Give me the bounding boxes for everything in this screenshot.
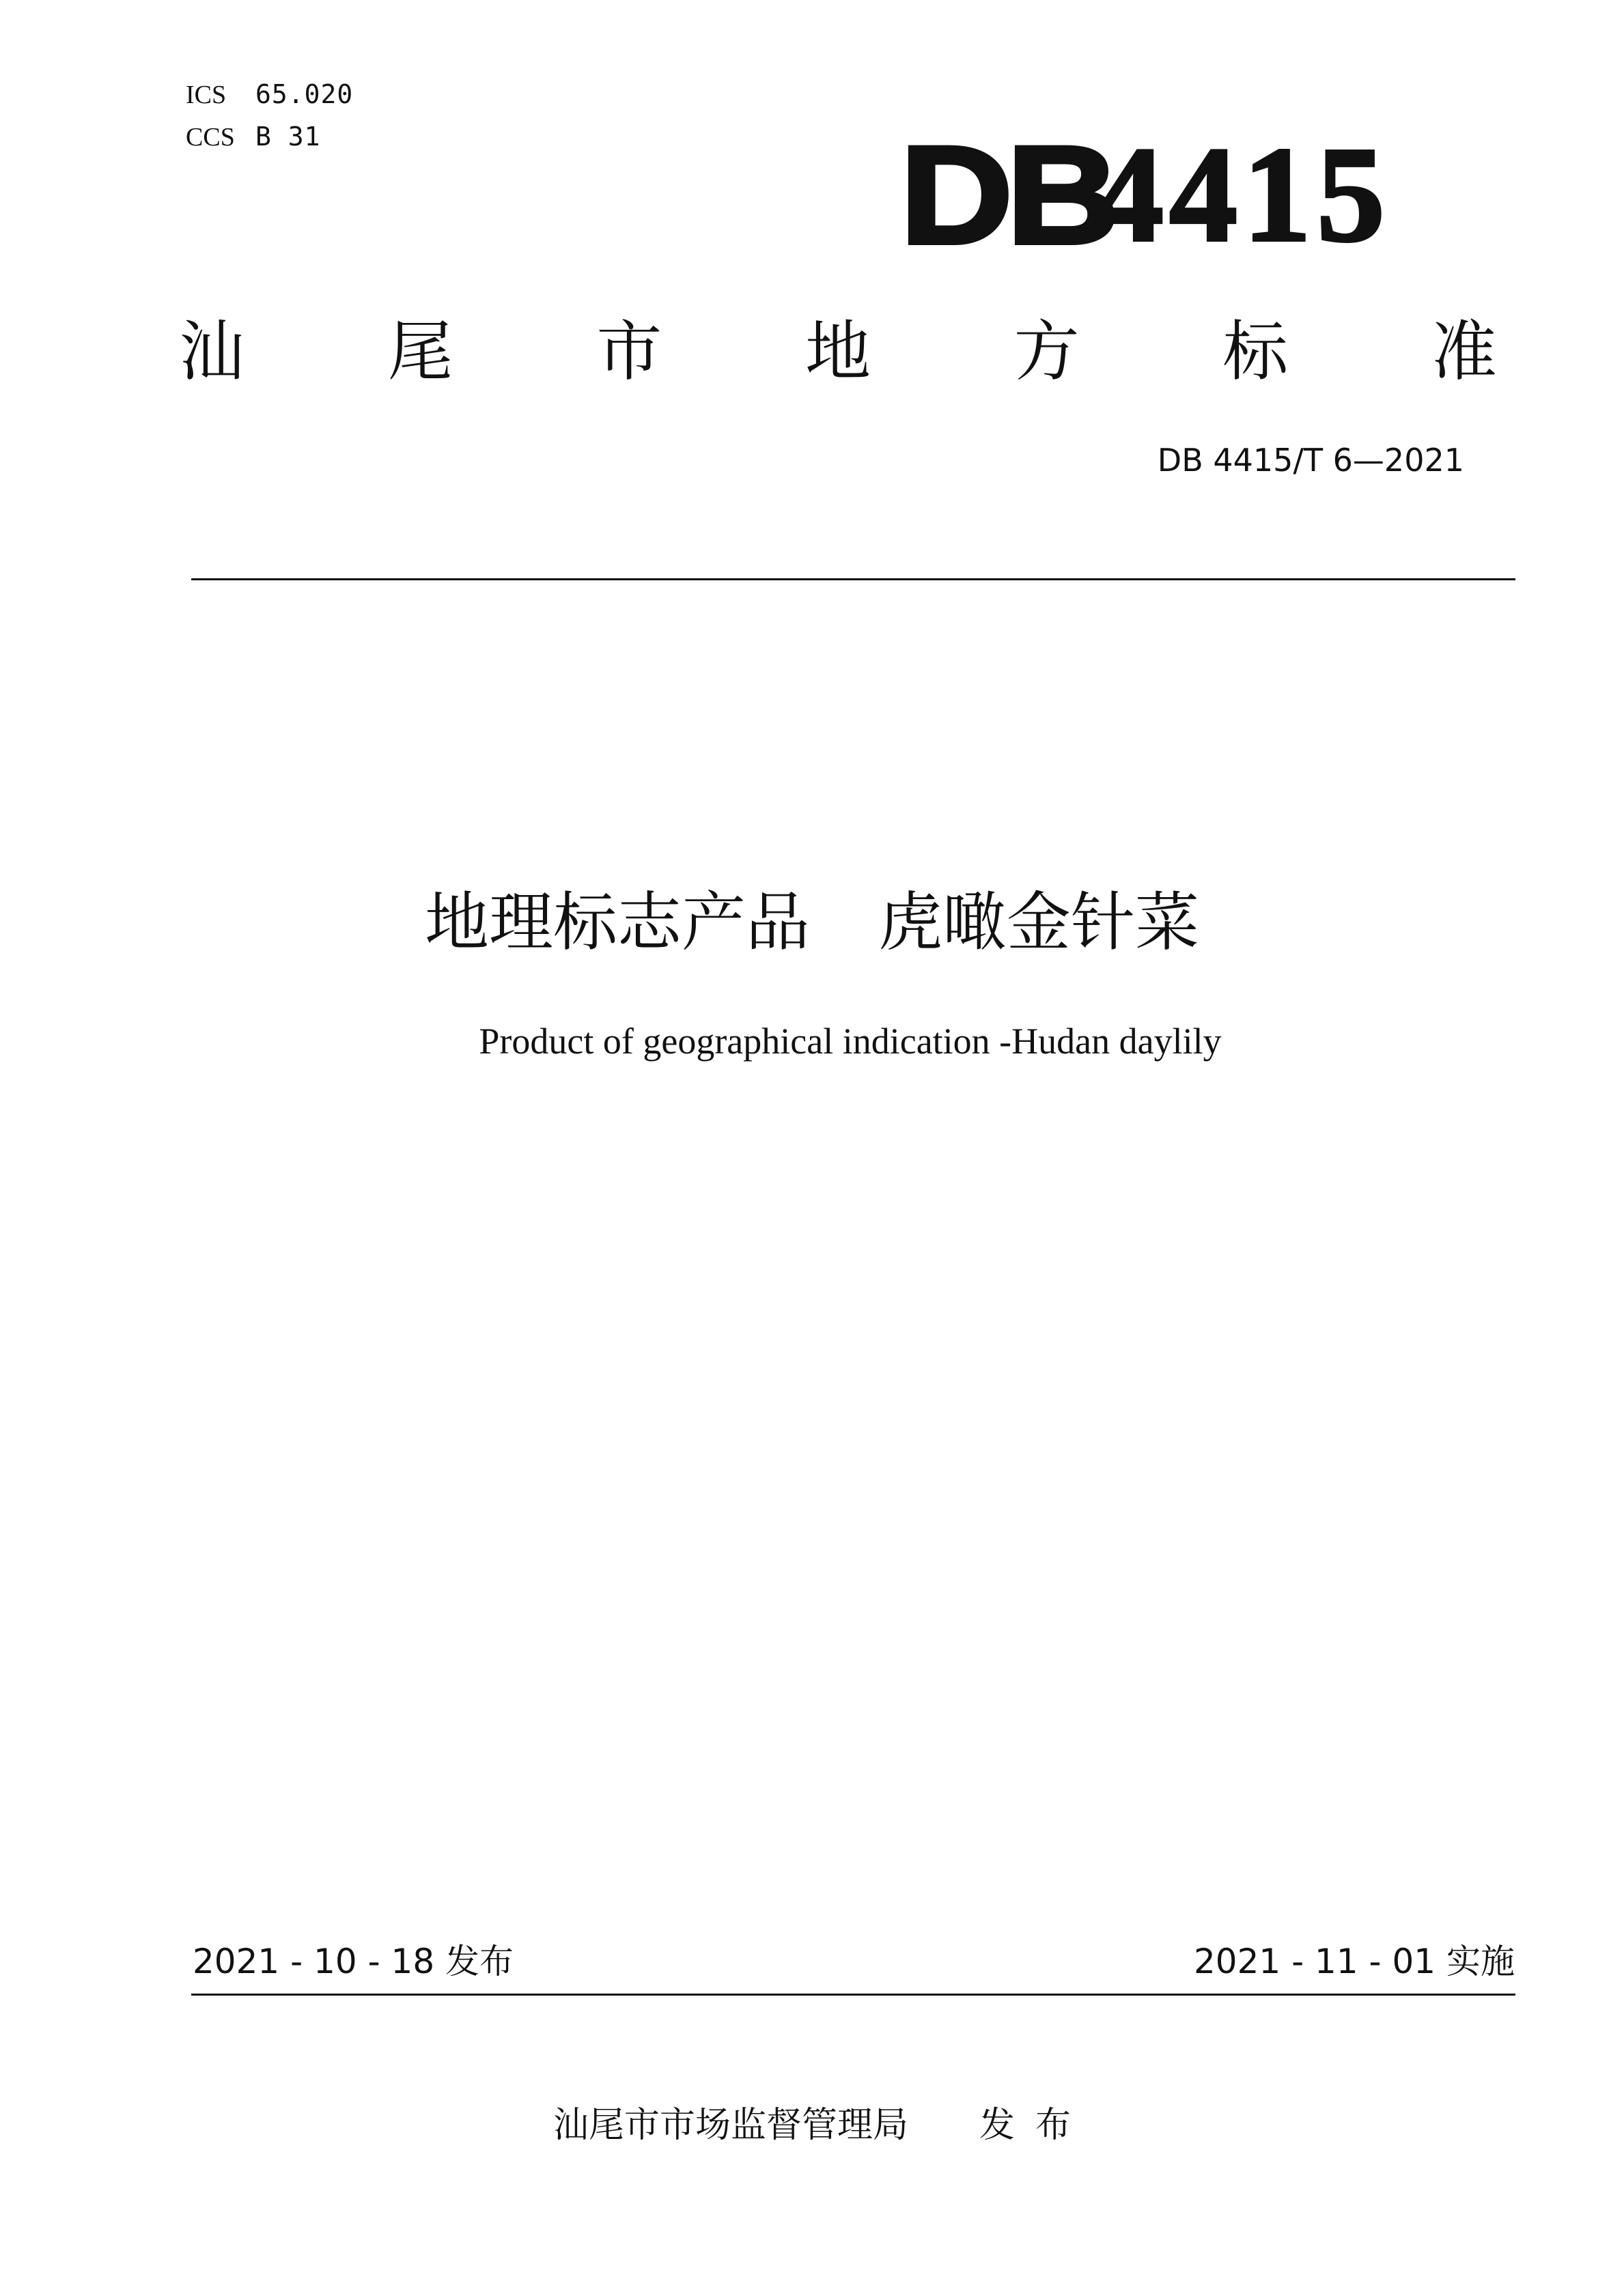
implementation-date: 2021 - 11 - 01 实施 (1193, 1942, 1515, 1981)
footer-divider (191, 1994, 1515, 1996)
standard-type-heading (179, 307, 1497, 396)
document-title-en: Product of geographical indication -Hudan daylily (479, 1021, 1222, 1062)
ccs-label: CCS (186, 123, 235, 152)
logo-prefix: DB (900, 117, 1114, 273)
header-divider (191, 578, 1515, 580)
issuer-line (553, 2101, 1091, 2149)
standard-type-char: 准 (1431, 313, 1497, 390)
document-title-zh (0, 882, 1624, 964)
issuer-action: 发布 (979, 2105, 1092, 2146)
db-logo (900, 117, 1446, 273)
title-zh-category: 地理标志产品 (424, 885, 810, 960)
standard-type-char: 尾 (387, 313, 453, 390)
ics-code (186, 78, 353, 111)
standard-type-char: 标 (1222, 313, 1289, 390)
standard-type-char: 汕 (179, 313, 244, 390)
issuer-name: 汕尾市市场监督管理局 (553, 2105, 909, 2146)
logo-number: 4415 (1095, 119, 1390, 270)
ics-value: 65.020 (255, 79, 354, 109)
standard-type-char: 市 (596, 313, 662, 390)
ccs-value: B 31 (255, 122, 321, 152)
standard-type-char: 方 (1013, 313, 1080, 390)
standard-type-char: 地 (804, 313, 871, 390)
ccs-code (186, 120, 321, 154)
release-date: 2021 - 10 - 18 发布 (193, 1942, 514, 1981)
standard-number: DB 4415/T 6—2021 (1157, 442, 1464, 479)
ics-label: ICS (186, 81, 227, 109)
title-zh-product: 虎噉金针菜 (878, 885, 1200, 960)
